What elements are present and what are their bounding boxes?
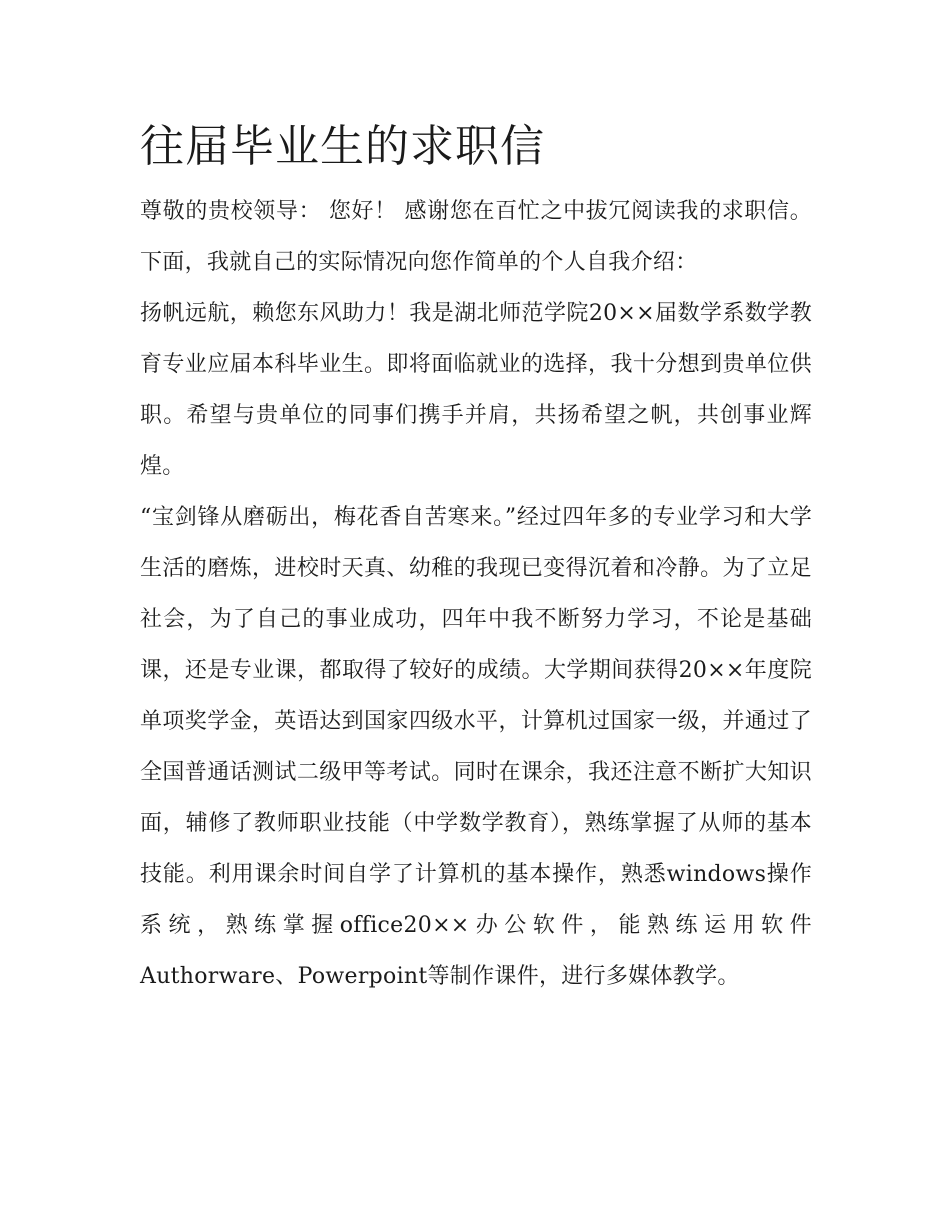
paragraph-experience: “宝剑锋从磨砺出，梅花香自苦寒来。”经过四年多的专业学习和大学生活的磨炼，进校时天真、幼稚的我现已变得沉着和冷静。为了立足社会，为了自己的事业成功，四年中我不断努力学习，不论是基础课，还是专业课，都取得了较好的成绩。大学期间获得20××年度院单项奖学金，英语达到国家四级水平，计算机过国家一级，并通过了全国普通话测试二级甲等考试。同时在课余，我还注意不断扩大知识面，辅修了教师职业技能（中学数学教育），熟练掌握了从师的基本技能。利用课余时间自学了计算机的基本操作，熟悉windows操作系统，熟练掌握office20××办公软件，能熟练运用软件Authorware、Powerpoint等制作课件，进行多媒体教学。 [140,505,812,989]
document-title: 往届毕业生的求职信 [140,121,545,172]
paragraph-introduction: 扬帆远航，赖您东风助力！我是湖北师范学院20××届数学系数学教育专业应届本科毕业生。即将面临就业的选择，我十分想到贵单位供职。希望与贵单位的同事们携手并肩，共扬希望之帆，共创事业辉煌。 [140,301,812,479]
paragraph-greeting: 尊敬的贵校领导： 您好！ 感谢您在百忙之中拔冗阅读我的求职信。下面，我就自己的实际情况向您作简单的个人自我介绍： [140,199,812,275]
document-page [140,112,812,1002]
